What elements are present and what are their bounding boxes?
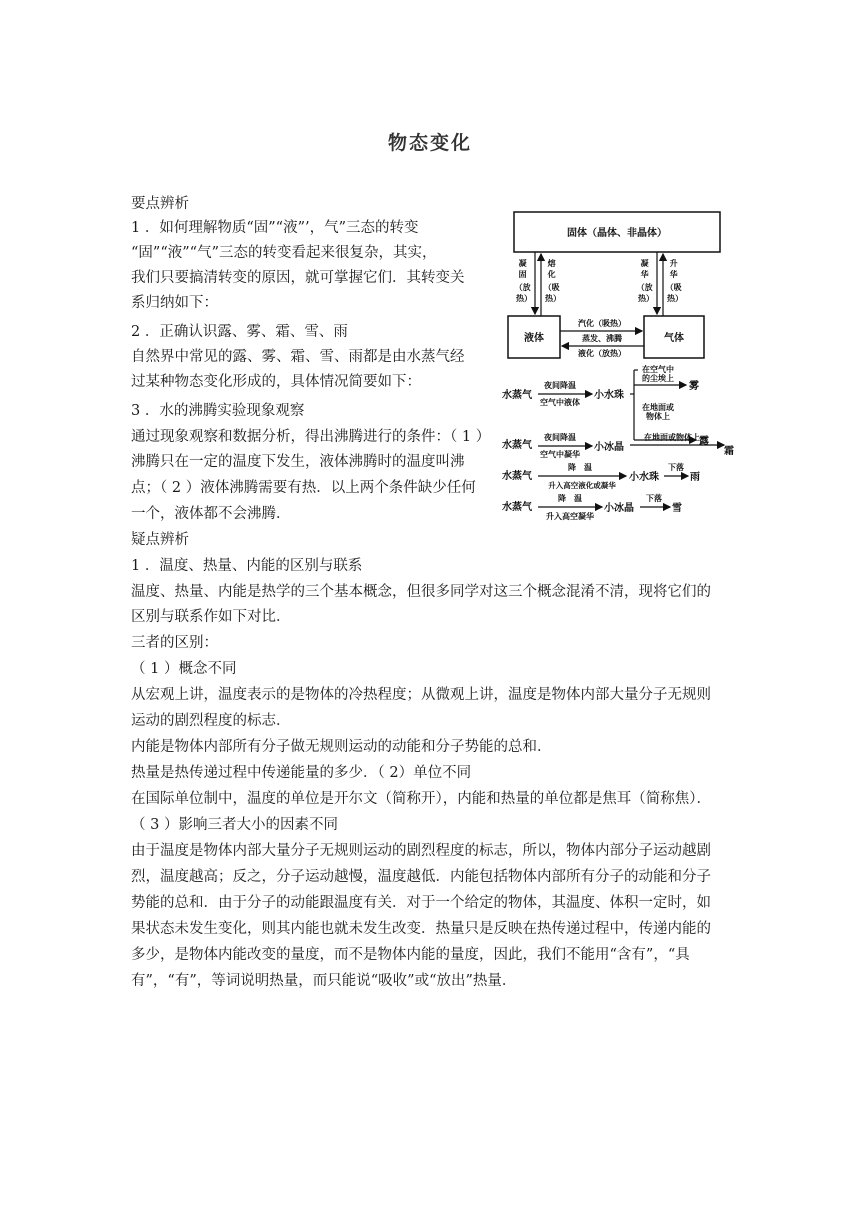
text-line: 从宏观上讲，温度表示的是物体的冷热程度；从微观上讲，温度是物体内部大量分子无规则 [131, 687, 711, 703]
text-line: 有”，“有”，等词说明热量，而只能说“吸收”或“放出”热量． [131, 973, 517, 989]
subheading: （ 1 ）概念不同 [131, 661, 237, 677]
text-line: 多少，是物体内能改变的量度，而不是物体内能的量度，因此，我们不能用“含有”，“具 [131, 947, 690, 963]
subheading: 3 ．水的沸腾实验现象观察 [131, 403, 305, 419]
svg-text:夜间降温: 夜间降温 [544, 381, 576, 390]
text-line: 势能的总和．由于分子的动能跟温度有关．对于一个给定的物体，其温度、体积一定时，如 [131, 895, 711, 911]
liquid-label: 液体 [524, 333, 544, 344]
svg-text:升入高空液化或凝华: 升入高空液化或凝华 [548, 481, 616, 490]
text-line: 烈，温度越高；反之，分子运动越慢，温度越低．内能包括物体内部所有分子的动能和分子 [131, 869, 711, 885]
svg-text:水蒸气: 水蒸气 [502, 471, 532, 482]
text-line: 点；（ 2 ）液体沸腾需要有热．以上两个条件缺少任何 [131, 480, 476, 496]
rain-label: 雨 [690, 472, 700, 483]
svg-text:小水珠: 小水珠 [629, 472, 659, 483]
svg-text:物体上: 物体上 [646, 412, 670, 421]
text-line: 我们只要搞清转变的原因，就可掌握它们．其转变关 [131, 270, 465, 286]
state-change-diagram [498, 204, 738, 534]
liquefy-label: 液化（放热） [578, 349, 626, 358]
text-line: “固”“液”“气”三态的转变看起来很复杂，其实， [131, 245, 437, 261]
page-title: 物态变化 [387, 132, 472, 154]
svg-text:下落: 下落 [646, 494, 662, 503]
svg-text:夜间降温: 夜间降温 [544, 433, 576, 442]
text-line: 自然界中常见的露、雾、霜、雪、雨都是由水蒸气经 [131, 349, 465, 365]
water-drop-label: 小水珠 [594, 390, 624, 401]
subheading: （ 3 ）影响三者大小的因素不同 [131, 817, 338, 833]
dew-label: 露 [699, 436, 709, 447]
svg-text:凝 华 （放 热）: 凝 华 （放 热） [636, 259, 654, 303]
text-line: 沸腾只在一定的温度下发生，液体沸腾时的温度叫沸 [131, 454, 465, 470]
svg-text:凝 固 （放 热）: 凝 固 （放 热） [514, 259, 532, 303]
text-line: 一个，液体都不会沸腾． [131, 506, 291, 522]
text-line: 通过现象观察和数据分析，得出沸腾进行的条件：（ 1 ） [131, 429, 491, 445]
text-line: 1 ．如何理解物质“固”“液”’，气”三态的转变 [131, 220, 419, 236]
text-line: 三者的区别： [131, 635, 218, 651]
vaporize-label: 汽化（吸热） [578, 319, 626, 328]
fog-label: 雾 [689, 381, 699, 392]
vapor-label: 水蒸气 [502, 390, 532, 401]
evaporate-boil-label: 蒸发、沸腾 [582, 334, 622, 343]
subheading: 2 ．正确认识露、雾、霜、雪、雨 [131, 324, 348, 340]
text-line: 运动的剧烈程度的标志． [131, 713, 291, 729]
subheading: 1 ．温度、热量、内能的区别与联系 [131, 558, 363, 574]
svg-text:的尘埃上: 的尘埃上 [642, 374, 674, 383]
svg-text:升入高空凝华: 升入高空凝华 [546, 512, 594, 521]
svg-text:在地面或: 在地面或 [642, 403, 674, 412]
svg-text:水蒸气: 水蒸气 [502, 502, 532, 513]
svg-text:升 华 （吸 热）: 升 华 （吸 热） [665, 259, 683, 303]
text-line: 热量是热传递过程中传递能量的多少．（ 2）单位不同 [131, 765, 472, 781]
svg-text:小冰晶: 小冰晶 [604, 503, 634, 514]
text-line: 区别与联系作如下对比． [131, 609, 291, 625]
svg-text:水蒸气: 水蒸气 [502, 440, 532, 451]
gas-label: 气体 [664, 333, 684, 344]
text-line: 内能是物体内部所有分子做无规则运动的动能和分子势能的总和． [131, 739, 552, 755]
svg-text:熔 化 （吸 热）: 熔 化 （吸 热） [543, 259, 561, 303]
frost-label: 霜 [724, 446, 734, 457]
snow-label: 雪 [672, 503, 682, 514]
svg-text:在空气中: 在空气中 [642, 365, 674, 374]
svg-text:下落: 下落 [668, 463, 684, 472]
svg-text:空气中液体: 空气中液体 [540, 398, 580, 407]
svg-text:空气中凝华: 空气中凝华 [540, 450, 580, 459]
section-heading-doubts: 疑点辨析 [131, 532, 189, 548]
solid-label: 固体（晶体、非晶体） [567, 228, 667, 239]
section-heading-key-points: 要点辨析 [131, 196, 189, 212]
text-line: 温度、热量、内能是热学的三个基本概念，但很多同学对这三个概念混淆不清，现将它们的 [131, 584, 711, 600]
text-line: 系归纳如下： [131, 295, 218, 311]
text-line: 由于温度是物体内部大量分子无规则运动的剧烈程度的标志，所以，物体内部分子运动越剧 [131, 843, 711, 859]
text-line: 过某种物态变化形成的，具体情况简要如下： [131, 374, 421, 390]
svg-text:降 温: 降 温 [568, 463, 592, 472]
text-line: 果状态未发生变化，则其内能也就未发生改变．热量只是反映在热传递过程中，传递内能的 [131, 921, 711, 937]
svg-text:降 温: 降 温 [558, 494, 582, 503]
text-line: 在国际单位制中，温度的单位是开尔文（简称开），内能和热量的单位都是焦耳（简称焦）． [131, 791, 711, 807]
svg-text:在地面或物体上: 在地面或物体上 [644, 433, 700, 442]
ice-crystal-label: 小冰晶 [594, 442, 624, 453]
